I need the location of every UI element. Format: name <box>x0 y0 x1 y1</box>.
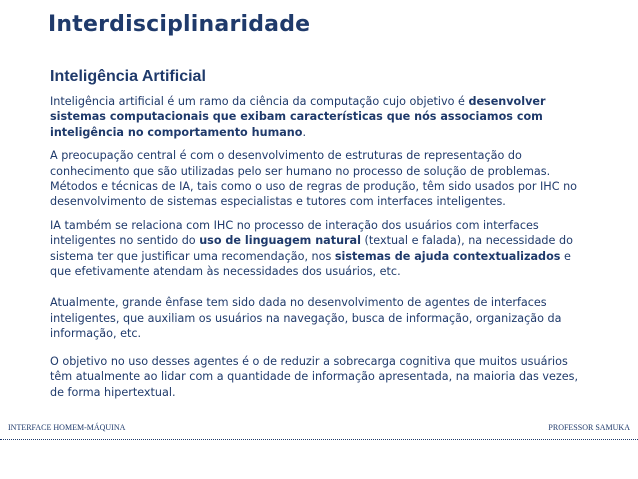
slide-footer <box>0 417 638 443</box>
paragraph-text: (textual e falada), na necessidade do sistema ter que justificar uma recomendação, nos <box>50 234 573 263</box>
emphasis-text: sistemas de ajuda contextualizados <box>334 249 561 263</box>
paragraph-text: . <box>302 125 306 139</box>
paragraph-agents-goal <box>50 354 590 400</box>
paragraph-central-concern <box>50 148 590 210</box>
slide-body <box>50 94 590 400</box>
paragraph-text: Inteligência artificial é um ramo da ciência da computação cujo objetivo é <box>50 95 469 108</box>
emphasis-text: desenvolver sistemas computacionais que exibam características que nós associamos com inteligência no comportamento humano <box>50 95 546 139</box>
paragraph-agents-emphasis <box>50 295 590 341</box>
paragraph-text: e que efetivamente atendam às necessidades dos usuários, etc. <box>50 249 571 279</box>
footer-divider <box>0 439 638 440</box>
paragraph-text: Atualmente, grande ênfase tem sido dada no desenvolvimento de agentes de interfaces inteligentes, que auxiliam os usuários na navegação, busca de informação, organização da informação, etc. <box>50 296 562 341</box>
footer-professor-name: PROFESSOR SAMUKA <box>548 423 630 432</box>
footer-course-name: INTERFACE HOMEM-MÁQUINA <box>8 423 126 432</box>
paragraph-text: IA também se relaciona com IHC no processo de interação dos usuários com interfaces inteligentes no sentido do <box>50 218 539 248</box>
emphasis-text: uso de linguagem natural <box>199 234 361 248</box>
paragraph-text: O objetivo no uso desses agentes é o de reduzir a sobrecarga cognitiva que muitos usuários têm atualmente ao lidar com a quantidade de informação apresentada, na maioria das vezes, de forma hipertextual. <box>50 354 579 399</box>
paragraph-ia-ihc-relation <box>50 218 590 280</box>
slide-title: Interdisciplinaridade <box>48 12 311 37</box>
paragraph-text: A preocupação central é com o desenvolvimento de estruturas de representação do conhecimento que são utilizadas pelo ser humano no processo de solução de problemas. Métodos e técnicas de IA, tais como o uso de regras de produção, têm sido usados por IHC no desenvolvimento de sistemas especialistas e tutores com interfaces inteligentes. <box>50 149 578 209</box>
section-heading: Inteligência Artificial <box>50 68 206 85</box>
paragraph-ai-definition <box>50 94 590 140</box>
